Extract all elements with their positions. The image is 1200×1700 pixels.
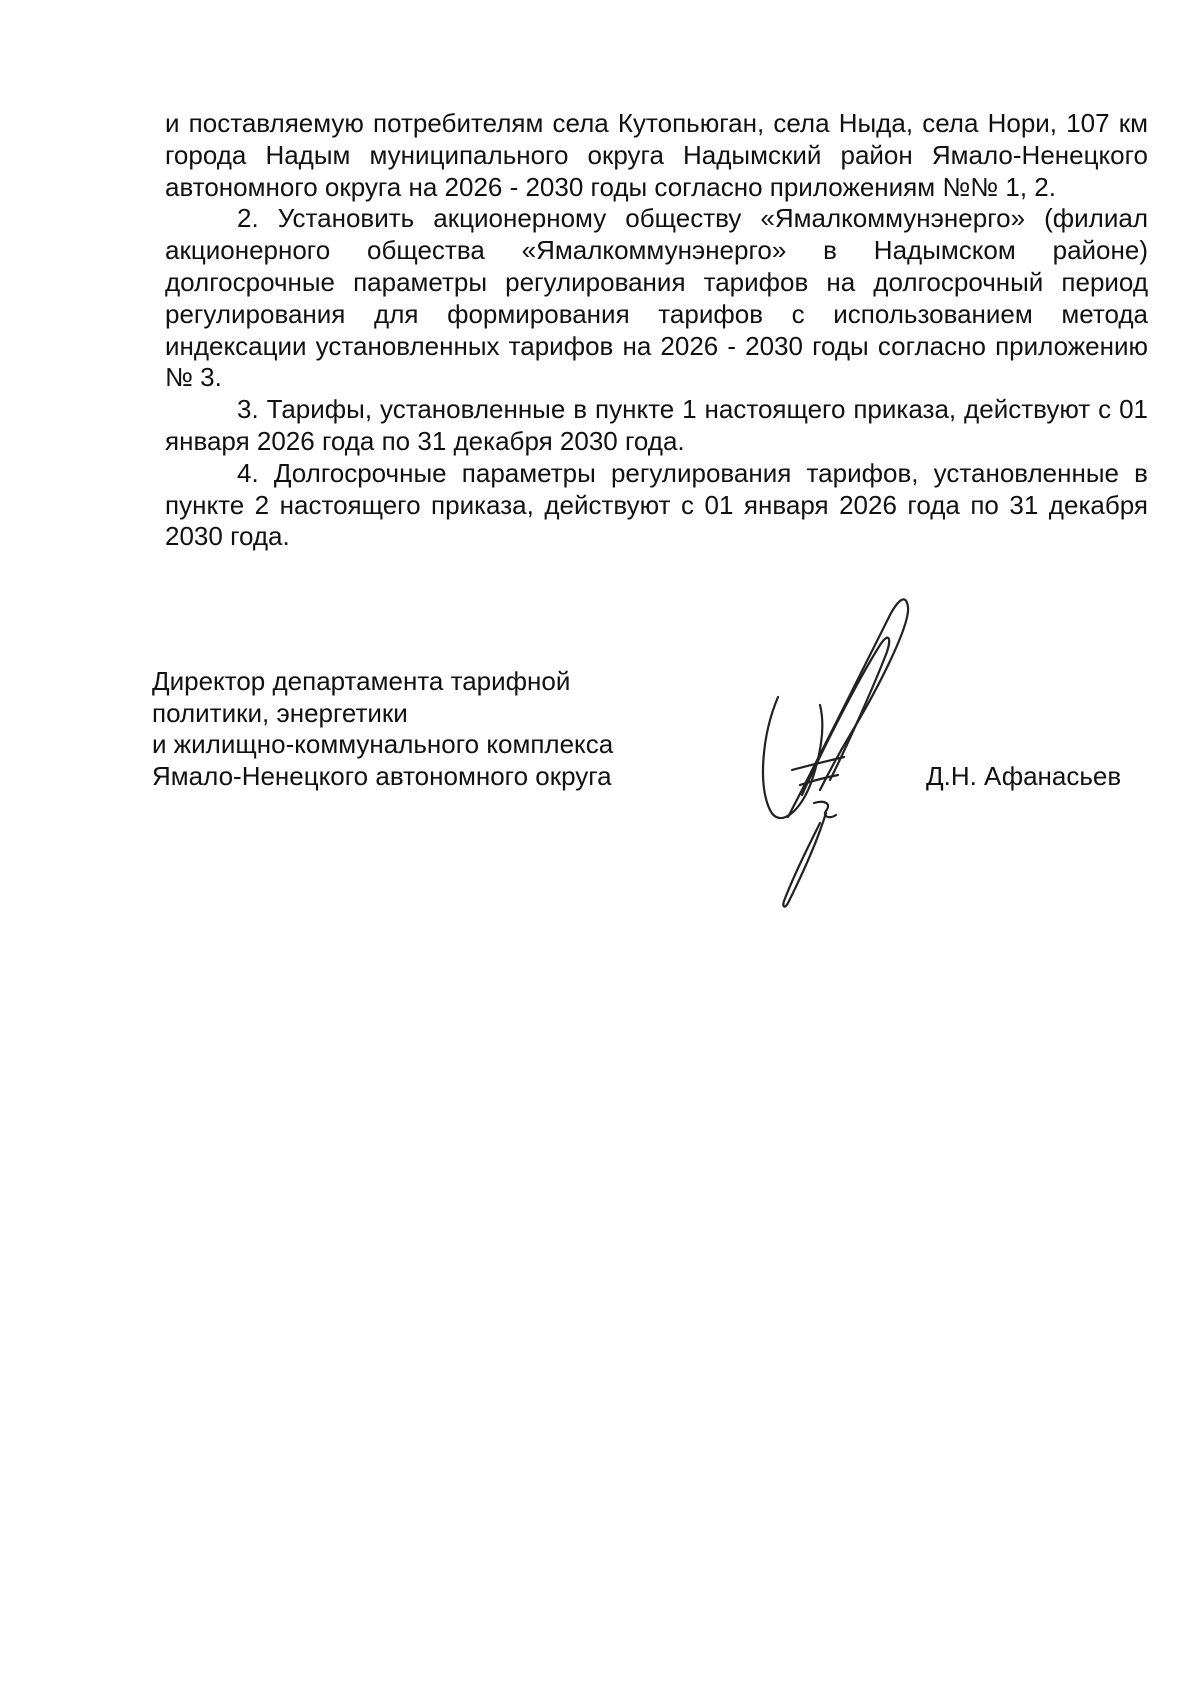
paragraph-item-4: 4. Долгосрочные параметры регулирования тарифов, установленные в пункте 2 настоящего приказа, действуют с 01 января 2026 года по 31 декабря 2030 года. (165, 457, 1148, 552)
document-body (165, 108, 1148, 553)
signatory-title-block (152, 666, 613, 792)
signatory-title-line-1: Директор департамента тарифной (152, 666, 571, 696)
signatory-title-line-3: и жилищно-коммунального комплекса (152, 729, 614, 759)
signatory-title-line-4: Ямало-Ненецкого автономного округа (152, 760, 612, 791)
signatory-title-line-2: политики, энергетики (152, 697, 408, 728)
signer-name: Д.Н. Афанасьев (926, 761, 1122, 791)
paragraph-item-3: 3. Тарифы, установленные в пункте 1 настоящего приказа, действуют с 01 января 2026 года по 31 декабря 2030 года. (165, 394, 1148, 456)
paragraph-item-2: 2. Установить акционерному обществу «Ямалкоммунэнерго» (филиал акционерного общества «Ямалкоммунэнерго» в Надымском районе) долгосрочные параметры регулирования тарифов на долгосрочный период регулирования для формирования тарифов с использованием метода индексации установленных тарифов на 2026 - 2030 годы согласно приложению № 3. (165, 203, 1148, 393)
handwritten-signature-icon (740, 585, 940, 915)
paragraph-continuation: и поставляемую потребителям села Кутопьюган, села Ныда, села Нори, 107 км города Надым муниципального округа Надымский район Ямало-Ненецкого автономного округа на 2026 - 2030 годы согласно приложениям №№ 1, 2. (165, 108, 1148, 202)
